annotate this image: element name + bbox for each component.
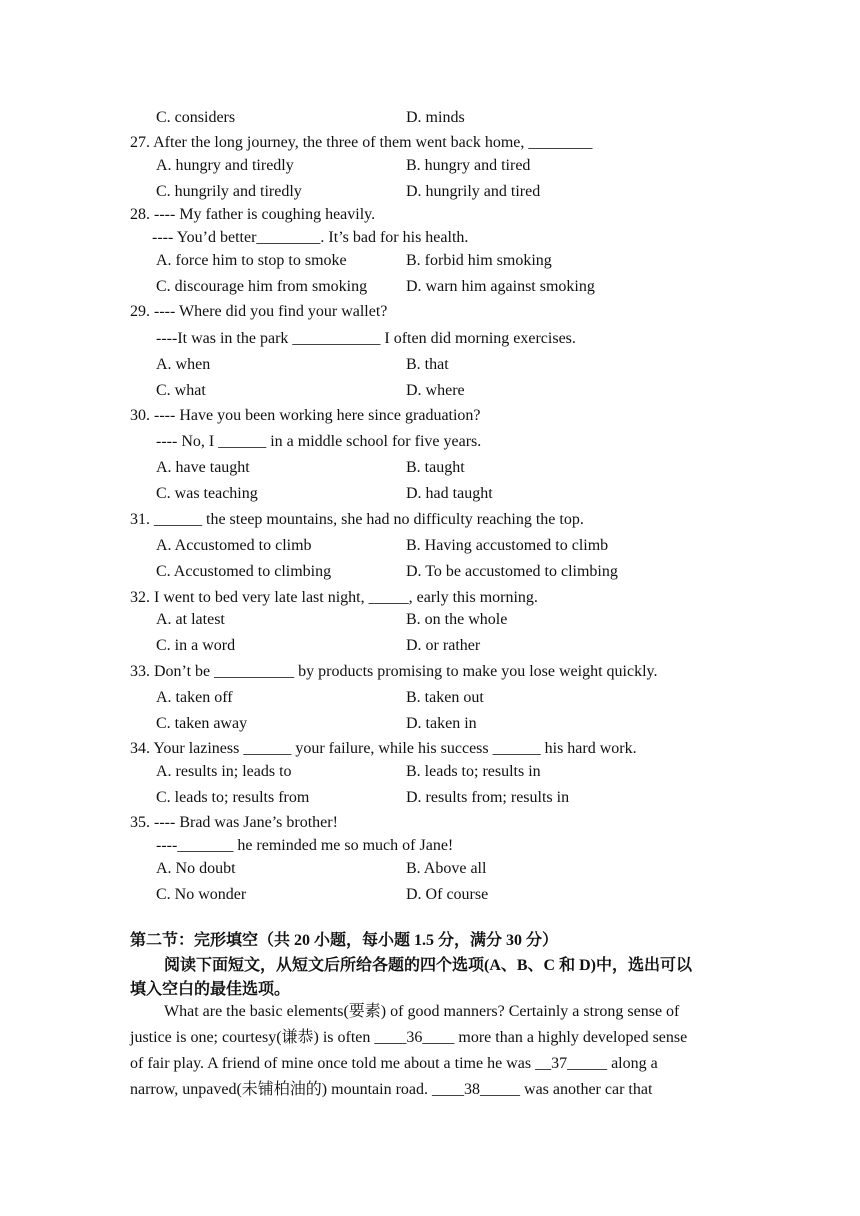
q32-option-c: C. in a word (156, 637, 236, 654)
q30-option-a: A. have taught (156, 459, 250, 476)
passage-text: narrow, unpaved(未铺柏油的) mountain road. (130, 1081, 433, 1098)
passage-text: along a (607, 1055, 658, 1072)
q30-stem: 30. ---- Have you been working here since graduation? (130, 407, 481, 424)
q31-option-a: A. Accustomed to climb (156, 537, 312, 554)
q35-stem2: ----_______ he reminded me so much of Jane! (156, 837, 454, 854)
q29-option-d: D. where (406, 382, 465, 399)
section2-instruction-line1: 阅读下面短文，从短文后所给各题的四个选项(A、B、C 和 D)中，选出可以 (164, 957, 692, 974)
q30-option-d: D. had taught (406, 485, 493, 502)
q34-option-c: C. leads to; results from (156, 789, 310, 806)
q28-option-b: B. forbid him smoking (406, 252, 552, 269)
q26-option-d: D. minds (406, 109, 465, 126)
passage-line-3 (130, 1054, 658, 1074)
q34-option-d: D. results from; results in (406, 789, 570, 806)
q30-option-c: C. was teaching (156, 485, 258, 502)
q32-stem: 32. I went to bed very late last night, _____, early this morning. (130, 589, 538, 606)
q29-option-a: A. when (156, 356, 211, 373)
q35-option-c: C. No wonder (156, 886, 247, 903)
q33-option-d: D. taken in (406, 715, 477, 732)
q31-option-d: D. To be accustomed to climbing (406, 563, 618, 580)
q30-option-b: B. taught (406, 459, 465, 476)
q29-stem: 29. ---- Where did you find your wallet? (130, 303, 388, 320)
passage-text: more than a highly developed sense (454, 1029, 688, 1046)
passage-text: was another car that (520, 1081, 653, 1098)
blank-38: ____38_____ (432, 1081, 521, 1098)
q27-stem: 27. After the long journey, the three of them went back home, ________ (130, 134, 593, 151)
q28-stem2: ---- You’d better________. It’s bad for his health. (152, 229, 469, 246)
q31-stem: 31. ______ the steep mountains, she had no difficulty reaching the top. (130, 511, 584, 528)
q27-option-a: A. hungry and tiredly (156, 157, 294, 174)
q32-option-a: A. at latest (156, 611, 225, 628)
passage-line-1: What are the basic elements(要素) of good manners? Certainly a strong sense of (164, 1003, 680, 1020)
q33-option-c: C. taken away (156, 715, 248, 732)
q30-stem2: ---- No, I ______ in a middle school for five years. (156, 433, 482, 450)
q35-stem: 35. ---- Brad was Jane’s brother! (130, 814, 338, 831)
q35-option-d: D. Of course (406, 886, 489, 903)
blank-37: __37_____ (535, 1055, 608, 1072)
q28-option-a: A. force him to stop to smoke (156, 252, 347, 269)
q34-stem: 34. Your laziness ______ your failure, while his success ______ his hard work. (130, 740, 637, 757)
q27-option-b: B. hungry and tired (406, 157, 531, 174)
q33-option-b: B. taken out (406, 689, 484, 706)
passage-text: justice is one; courtesy(谦恭) is often (130, 1029, 375, 1046)
q29-option-b: B. that (406, 356, 449, 373)
q32-option-d: D. or rather (406, 637, 481, 654)
q29-option-c: C. what (156, 382, 206, 399)
q31-option-b: B. Having accustomed to climb (406, 537, 609, 554)
blank-36: ____36____ (374, 1029, 455, 1046)
q26-option-c: C. considers (156, 109, 236, 126)
q35-option-b: B. Above all (406, 860, 487, 877)
q28-option-d: D. warn him against smoking (406, 278, 595, 295)
q29-stem2: ----It was in the park ___________ I often did morning exercises. (156, 330, 576, 347)
q28-stem: 28. ---- My father is coughing heavily. (130, 206, 376, 223)
q35-option-a: A. No doubt (156, 860, 236, 877)
passage-line-4 (130, 1080, 652, 1100)
section2-instruction-line2: 填入空白的最佳选项。 (130, 981, 291, 998)
q28-option-c: C. discourage him from smoking (156, 278, 368, 295)
passage-line-2 (130, 1028, 687, 1048)
q34-option-b: B. leads to; results in (406, 763, 541, 780)
q33-option-a: A. taken off (156, 689, 233, 706)
section2-heading: 第二节：完形填空（共 20 小题，每小题 1.5 分，满分 30 分） (130, 932, 559, 949)
q33-stem: 33. Don’t be __________ by products promising to make you lose weight quickly. (130, 663, 658, 680)
q31-option-c: C. Accustomed to climbing (156, 563, 332, 580)
passage-text: of fair play. A friend of mine once told me about a time he was (130, 1055, 536, 1072)
q27-option-d: D. hungrily and tired (406, 183, 541, 200)
q32-option-b: B. on the whole (406, 611, 508, 628)
q34-option-a: A. results in; leads to (156, 763, 292, 780)
q27-option-c: C. hungrily and tiredly (156, 183, 302, 200)
